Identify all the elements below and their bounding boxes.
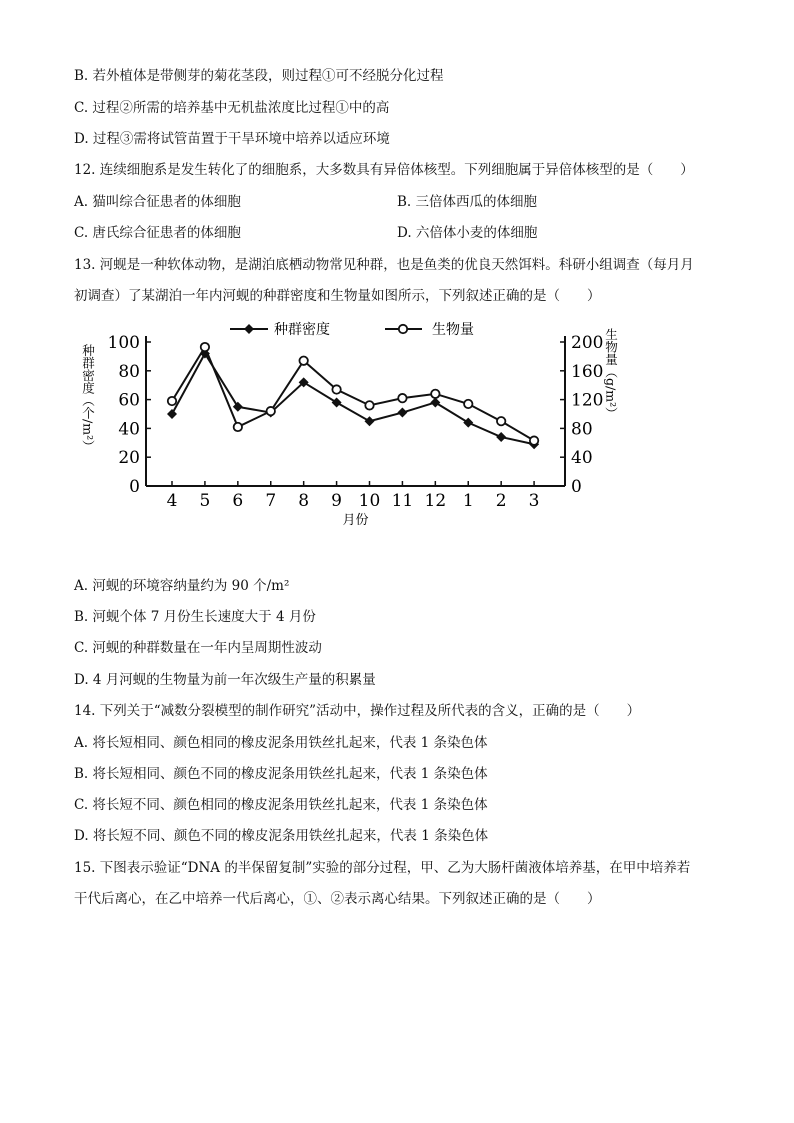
biomass-point <box>398 394 406 402</box>
left-tick-label: 80 <box>118 361 140 382</box>
left-axis-label: 种群密度（个/m²） <box>80 344 96 453</box>
x-tick-label: 3 <box>528 491 540 511</box>
series-markers <box>167 343 539 449</box>
right-tick-label: 200 <box>571 333 604 353</box>
biomass-point <box>201 343 209 351</box>
left-tick-label: 100 <box>107 333 140 353</box>
q14-option-b: B. 将长短相同、颜色不同的橡皮泥条用铁丝扎起来，代表 1 条染色体 <box>74 766 488 782</box>
density-point <box>167 409 177 419</box>
x-tick-label: 7 <box>265 491 277 511</box>
x-tick-label: 11 <box>391 491 414 511</box>
right-tick-label: 120 <box>571 390 604 411</box>
left-tick-label: 20 <box>118 448 140 469</box>
biomass-point <box>299 357 307 365</box>
right-axis-label: 生物量（g/m²） <box>603 328 619 420</box>
q14-option-d: D. 将长短不同、颜色不同的橡皮泥条用铁丝扎起来，代表 1 条染色体 <box>74 828 489 844</box>
q12-option-c: C. 唐氏综合征患者的体细胞 <box>74 225 241 241</box>
x-tick-label: 6 <box>232 491 244 511</box>
q13-stem-line2: 初调查）了某湖泊一年内河蚬的种群密度和生物量如图所示，下列叙述正确的是（ ） <box>74 288 601 304</box>
q12-stem: 12. 连续细胞系是发生转化了的细胞系，大多数具有异倍体核型。下列细胞属于异倍体核型的是（ ） <box>74 162 694 178</box>
biomass-point <box>497 417 505 425</box>
density-point <box>332 397 342 407</box>
line-11d: D. 过程③需将试管苗置于干旱环境中培养以适应环境 <box>74 131 390 147</box>
q13-option-c: C. 河蚬的种群数量在一年内呈周期性波动 <box>74 640 322 656</box>
q13-option-d: D. 4 月河蚬的生物量为前一年次级生产量的积累量 <box>74 672 376 688</box>
legend-marker-density <box>244 324 254 334</box>
left-tick-label: 0 <box>129 477 140 497</box>
q14-option-c: C. 将长短不同、颜色相同的橡皮泥条用铁丝扎起来，代表 1 条染色体 <box>74 797 488 813</box>
q15-stem-line1: 15. 下图表示验证“DNA 的半保留复制”实验的部分过程，甲、乙为大肠杆菌液体培养基，在甲中培养若 <box>74 860 691 876</box>
density-point <box>397 408 407 418</box>
biomass-point <box>464 400 472 408</box>
series-lines <box>172 347 534 444</box>
right-tick-label: 40 <box>571 448 593 469</box>
biomass-point <box>168 397 176 405</box>
q12-option-b: B. 三倍体西瓜的体细胞 <box>397 194 538 210</box>
x-tick-label: 1 <box>462 491 474 511</box>
x-tick-label: 4 <box>166 491 178 511</box>
legend-label-biomass: 生物量 <box>432 322 474 338</box>
q14-stem: 14. 下列关于“减数分裂模型的制作研究”活动中，操作过程及所代表的含义，正确的是（ ） <box>74 703 641 719</box>
q13-option-a: A. 河蚬的环境容纳量约为 90 个/m² <box>74 578 290 594</box>
density-point <box>496 432 506 442</box>
left-axis-ticks <box>108 333 151 497</box>
biomass-point <box>431 390 439 398</box>
q14-option-a: A. 将长短相同、颜色相同的橡皮泥条用铁丝扎起来，代表 1 条染色体 <box>74 735 488 751</box>
right-tick-label: 0 <box>571 477 582 497</box>
q15-stem-line2: 干代后离心，在乙中培养一代后离心，①、②表示离心结果。下列叙述正确的是（ ） <box>74 891 601 907</box>
legend-marker-biomass <box>399 325 407 333</box>
x-tick-label: 5 <box>199 491 211 511</box>
q12-option-d: D. 六倍体小麦的体细胞 <box>397 225 538 241</box>
right-tick-label: 80 <box>571 419 593 440</box>
biomass-point <box>267 407 275 415</box>
biomass-point <box>332 385 340 393</box>
x-tick-label: 9 <box>331 491 342 511</box>
biomass-point <box>530 436 538 444</box>
left-tick-label: 40 <box>118 419 140 440</box>
legend-label-density: 种群密度 <box>274 322 330 338</box>
density-point <box>430 397 440 407</box>
right-tick-label: 160 <box>571 361 604 382</box>
line-11c: C. 过程②所需的培养基中无机盐浓度比过程①中的高 <box>74 100 390 116</box>
line-11b: B. 若外植体是带侧芽的菊花茎段，则过程①可不经脱分化过程 <box>74 68 444 84</box>
x-tick-label: 8 <box>298 491 310 511</box>
population-chart <box>60 318 620 538</box>
q13-stem-line1: 13. 河蚬是一种软体动物，是湖泊底栖动物常见种群，也是鱼类的优良天然饵料。科研小组调查（每月月 <box>74 257 694 273</box>
density-point <box>365 416 375 426</box>
x-tick-label: 12 <box>424 491 447 511</box>
density-point <box>233 402 243 412</box>
right-axis-ticks <box>560 333 603 497</box>
density-point <box>463 418 473 428</box>
x-tick-label: 2 <box>495 491 507 511</box>
x-tick-label: 10 <box>358 491 381 511</box>
q13-option-b: B. 河蚬个体 7 月份生长速度大于 4 月份 <box>74 609 316 625</box>
biomass-point <box>234 423 242 431</box>
q12-option-a: A. 猫叫综合征患者的体细胞 <box>74 194 241 210</box>
left-tick-label: 60 <box>118 390 140 411</box>
x-axis-label: 月份 <box>342 513 369 528</box>
chart-legend <box>230 321 474 338</box>
biomass-point <box>365 401 373 409</box>
